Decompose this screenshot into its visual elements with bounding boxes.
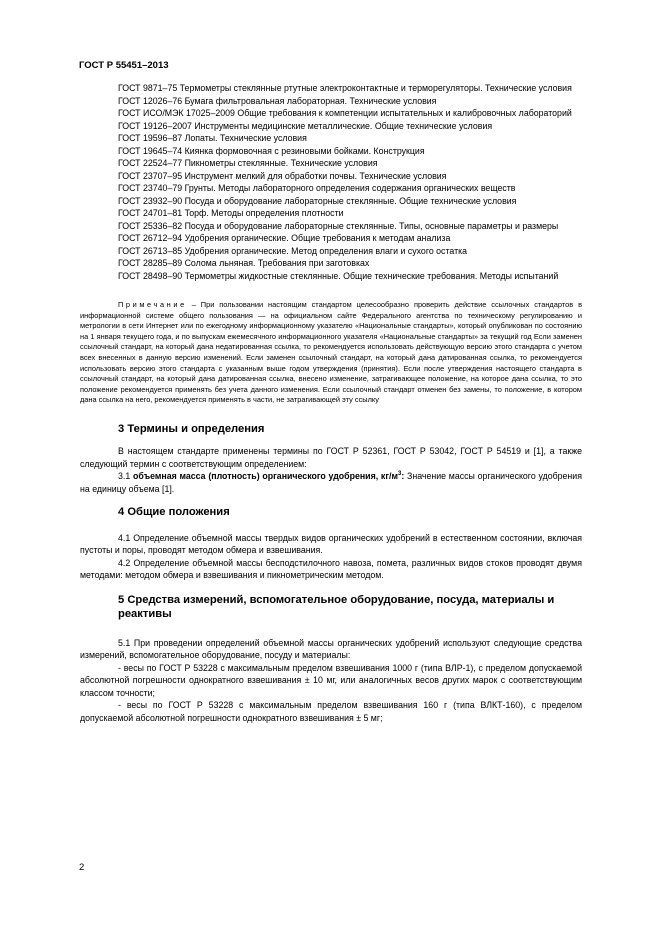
reference-item: ГОСТ 24701–81 Торф. Методы определения плотности xyxy=(118,208,344,218)
reference-item: ГОСТ 28285–89 Солома льняная. Требования при заготовках xyxy=(118,258,370,268)
reference-item: ГОСТ 19596–87 Лопаты. Технические условия xyxy=(118,133,307,143)
reference-item: ГОСТ 22524–77 Пикнометры стеклянные. Технические условия xyxy=(118,158,378,168)
reference-item: ГОСТ 23707–95 Инструмент мелкий для обработки почвы. Технические условия xyxy=(118,170,447,181)
reference-item: ГОСТ 19645–74 Киянка формовочная с резиновыми бойками. Конструкция xyxy=(118,145,425,156)
term-number: 3.1 xyxy=(118,471,133,482)
reference-item: ГОСТ 23932–90 Посуда и оборудование лабораторные стеклянные. Общие технические условия xyxy=(118,195,517,206)
reference-item: ГОСТ ИСО/МЭК 17025–2009 Общие требования к компетенции испытательных и калибровочных лабораторий xyxy=(118,108,572,118)
term-definition xyxy=(80,470,582,495)
section-3-intro: В настоящем стандарте применены термины по ГОСТ Р 52361, ГОСТ Р 53042, ГОСТ Р 54519 и [1], а также следующий термин с соответствующим определением: xyxy=(80,446,582,469)
reference-item: ГОСТ 28498–90 Термометры жидкостные стеклянные. Общие технические требования. Методы испытаний xyxy=(118,270,559,281)
list-item: - весы по ГОСТ Р 53228 с максимальным пределом взвешивания 1000 г (типа ВЛР-1), с пределом допускаемой абсолютной погрешности однократного взвешивания ± 10 мг, или аналогичных весов других марок с соответствующим классом точности; xyxy=(80,662,582,698)
list-item: - весы по ГОСТ Р 53228 с максимальным пределом взвешивания 160 г (типа ВЛКТ-160), с пределом допускаемой абсолютной погрешности однократного взвешивания ± 5 мг; xyxy=(80,700,582,723)
note-text: – При пользовании настоящим стандартом целесообразно проверить действие ссылочных стандартов в информационной системе общего пользования — на официальном сайте Федерального агентства по техническому регулированию и метрологии в сети Интернет или по ежегодному информационному указателю «Национальные стандарты», который опубликован по состоянию на 1 января текущего года, и по выпускам ежемесячного информационного указателя «Национальные стандарты» за текущий год Если заменен ссылочный стандарт, на который дана недатированная ссылка, то рекомендуется использовать действующую версию этого стандарта с учетом всех внесенных в данную версию изменений. Если заменен ссылочный стандарт, на который дана датированная ссылка, то рекомендуется использовать версию этого стандарта с указанным выше годом утверждения (принятия). Если после утверждения настоящего стандарта в ссылочный стандарт, на который дана датированная ссылка, внесено изменение, затрагивающее положение, на которое дана ссылка, то это положение рекомендуется применять без учета данного изменения. Если ссылочный стандарт отменен без замены, то положение, в котором дана ссылка на него, рекомендуется применять в части, не затрагивающей эту ссылку xyxy=(80,300,582,405)
reference-item: ГОСТ 9871–75 Термометры стеклянные ртутные электроконтактные и терморегуляторы. Технические условия xyxy=(118,83,572,93)
section-4-paragraph: 4.2 Определение объемной массы бесподстилочного навоза, помета, различных видов стоков проводят двумя методами: методом обмера и взвешивания и пикнометрическим методом. xyxy=(80,557,582,581)
reference-item: ГОСТ 26713–85 Удобрения органические. Метод определения влаги и сухого остатка xyxy=(118,245,468,256)
page-content xyxy=(80,82,582,724)
note-paragraph xyxy=(80,300,582,406)
section-4-paragraph: 4.1 Определение объемной массы твердых видов органических удобрений в естественном состоянии, включая пустоты и поры, проводят методом обмера и взвешивания. xyxy=(80,532,582,556)
references-list xyxy=(80,82,582,282)
term-unit-exponent: 3 xyxy=(397,471,402,478)
term-description: Значение массы органического удобрения на единицу объема [1]. xyxy=(80,471,582,494)
section-5-paragraph: 5.1 При проведении определений объемной массы органических удобрений используют следующие средства измерений, вспомогательное оборудование, посуду и материалы: xyxy=(80,637,582,661)
section-3-heading: 3 Термины и определения xyxy=(118,422,265,435)
note-label: Примечание xyxy=(118,300,187,309)
page-number: 2 xyxy=(79,862,85,873)
reference-item: ГОСТ 19126–2007 Инструменты медицинские металлические. Общие технические условия xyxy=(118,120,493,131)
reference-item: ГОСТ 23740–79 Грунты. Методы лабораторного определения содержания органических веществ xyxy=(118,183,516,193)
term-name: объемная масса (плотность) органического удобрения, $кг/м^3$: xyxy=(133,471,405,482)
document-header: ГОСТ Р 55451–2013 xyxy=(79,60,169,71)
section-5-heading: 5 Средства измерений, вспомогательное оборудование, посуда, материалы и реактивы xyxy=(118,593,555,621)
reference-item: ГОСТ 12026–76 Бумага фильтровальная лабораторная. Технические условия xyxy=(118,95,437,106)
reference-item: ГОСТ 26712–94 Удобрения органические. Общие требования к методам анализа xyxy=(118,233,451,243)
section-4-heading: 4 Общие положения xyxy=(118,506,230,519)
reference-item: ГОСТ 25336–82 Посуда и оборудование лабораторные стеклянные. Типы, основные параметры и размеры xyxy=(118,220,559,231)
